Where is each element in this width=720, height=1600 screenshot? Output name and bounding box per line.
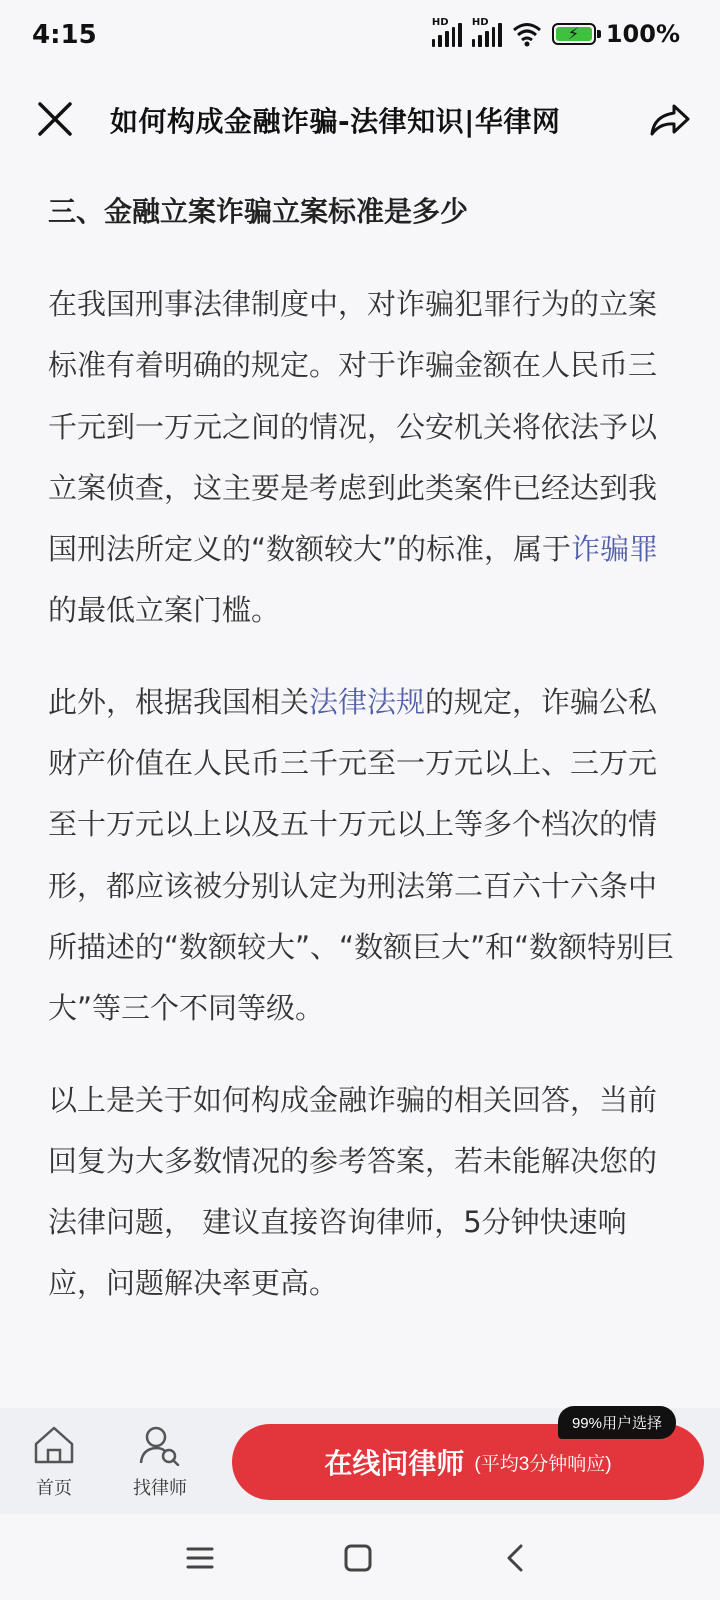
- menu-icon[interactable]: [182, 1540, 218, 1576]
- bottom-bar: [0, 1408, 720, 1514]
- section-heading: 三、金融立案诈骗立案标准是多少: [48, 195, 469, 228]
- page-title: 如何构成金融诈骗-法律知识|华律网: [110, 105, 561, 138]
- signal-2-icon: [471, 17, 502, 47]
- paragraph-2-text-b: 的规定，诈骗公私财产价值在人民币三千元至一万元以上、三万元至十万元以上以及五十万元以上等多个档次的情形，都应该被分别认定为刑法第二百六十六条中所描述的“数额较大”、“数额巨大”和“数额特别巨大”等三个不同等级。: [48, 684, 675, 1026]
- paragraph-1-text-a: 在我国刑事法律制度中，对诈骗犯罪行为的立案标准有着明确的规定。对于诈骗金额在人民币三千元到一万元之间的情况，公安机关将依法予以立案侦查，这主要是考虑到此类案件已经达到我国刑法所定义的“数额较大”的标准，属于: [48, 287, 658, 567]
- article: [48, 172, 678, 1345]
- status-bar: [0, 0, 720, 70]
- status-time: 4:15: [32, 20, 97, 50]
- back-chevron-icon[interactable]: [498, 1540, 534, 1576]
- paragraph-2-text-a: 此外，根据我国相关: [48, 684, 310, 719]
- square-home-icon[interactable]: [340, 1540, 376, 1576]
- paragraph-1: [48, 274, 678, 642]
- battery-icon: ⚡: [552, 23, 596, 45]
- status-icons: [431, 17, 680, 48]
- signal-1-icon: [431, 17, 462, 47]
- link-fraud-crime[interactable]: 诈骗罪: [571, 532, 659, 567]
- ask-lawyer-online-button[interactable]: [232, 1415, 704, 1500]
- system-nav-bar: [0, 1514, 720, 1600]
- cta-badge: 99%用户选择: [558, 1406, 676, 1439]
- nav-find-lawyer-label: 找律师: [133, 1478, 187, 1499]
- home-icon: [32, 1424, 76, 1466]
- paragraph-2: [48, 672, 678, 1040]
- nav-find-lawyer[interactable]: [120, 1424, 200, 1500]
- signal-2-label: HD: [471, 17, 489, 28]
- nav-home-label: 首页: [36, 1478, 72, 1499]
- wifi-icon: [512, 21, 542, 47]
- nav-home[interactable]: [14, 1424, 94, 1500]
- link-laws-regulations[interactable]: 法律法规: [309, 684, 426, 719]
- find-lawyer-icon: [138, 1424, 182, 1466]
- close-icon[interactable]: [34, 98, 78, 142]
- cta-main-label: 在线问律师: [324, 1448, 465, 1479]
- header: [0, 70, 720, 170]
- cta-sub-label: (平均3分钟响应): [474, 1453, 612, 1475]
- paragraph-1-text-b: 的最低立案门槛。: [48, 593, 281, 628]
- battery-percent: 100%: [605, 20, 680, 48]
- paragraph-3: 以上是关于如何构成金融诈骗的相关回答，当前回复为大多数情况的参考答案，若未能解决您的法律问题， 建议直接咨询律师，5分钟快速响应，问题解决率更高。: [48, 1082, 658, 1301]
- share-icon[interactable]: [646, 96, 694, 144]
- signal-1-label: HD: [431, 17, 449, 28]
